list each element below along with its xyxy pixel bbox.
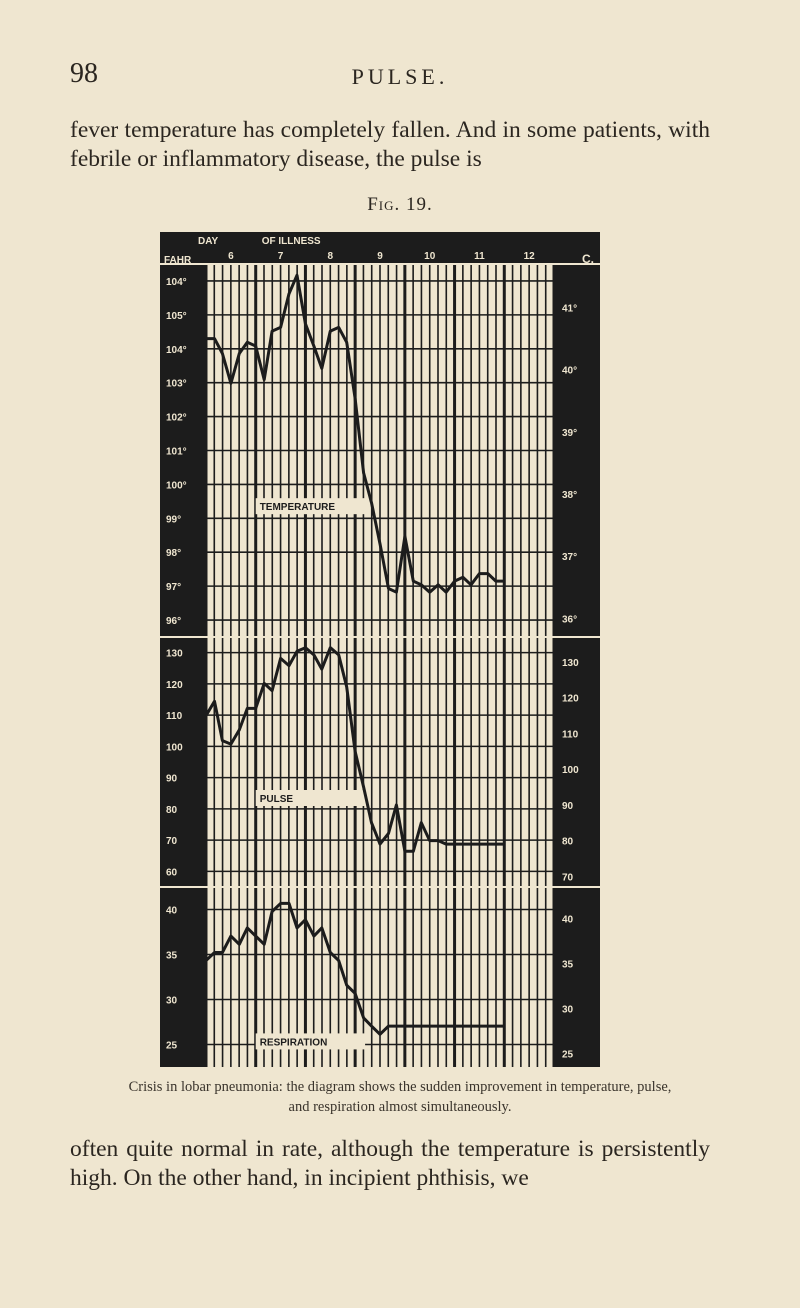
right-scale-label: 25 <box>562 1049 574 1061</box>
left-scale-label: 100 <box>166 742 183 754</box>
right-scale-label: 100 <box>562 765 579 777</box>
left-scale-label: 98° <box>166 548 182 560</box>
left-scale-label: 99° <box>166 514 182 526</box>
page-header <box>70 58 730 98</box>
right-scale-label: 37° <box>562 552 578 564</box>
figure-caption: Crisis in lobar pneumonia: the diagram shows the sudden improvement in temperature, pulse, and respiration almost simultaneously. <box>128 1079 672 1115</box>
left-scale-label: 103° <box>166 378 187 390</box>
day-label: 8 <box>327 251 334 262</box>
inline-label: TEMPERATURE <box>259 502 336 514</box>
left-scale-label: 35 <box>166 950 178 962</box>
left-scale-label: 25 <box>166 1040 178 1052</box>
right-scale-label: 41° <box>562 303 578 315</box>
right-scale-label: 39° <box>562 427 578 439</box>
figure-label: Fig. 19. <box>367 194 433 215</box>
left-scale-label: 130 <box>166 648 183 660</box>
left-scale-label: 70 <box>166 836 178 848</box>
left-scale-label: 105° <box>166 310 187 322</box>
right-scale-label: 35 <box>562 959 574 971</box>
left-scale-label: 100° <box>166 480 187 492</box>
left-scale-label: 96° <box>166 616 182 628</box>
day-label: 6 <box>228 251 234 262</box>
left-scale-label: 90 <box>166 773 178 785</box>
left-scale-label: 97° <box>166 582 182 594</box>
left-scale-title: FAHR <box>164 255 192 266</box>
right-scale-label: 120 <box>562 693 579 705</box>
header-illness: OF ILLNESS <box>261 236 321 247</box>
paragraph-2: often quite normal in rate, although the temperature is persistently high. On the other hand, in incipient phthisis, we <box>70 1136 710 1191</box>
day-label: 12 <box>523 251 535 262</box>
header-day: DAY <box>198 236 219 247</box>
left-scale-label: 60 <box>166 867 178 879</box>
right-scale-label: 130 <box>562 658 579 669</box>
left-scale-label: 101° <box>166 446 187 458</box>
inline-label: PULSE <box>259 794 294 805</box>
right-scale-title: C. <box>582 252 594 266</box>
day-label: 11 <box>474 251 485 262</box>
right-scale-label: 36° <box>562 614 578 626</box>
temperature-chart <box>160 232 600 1067</box>
day-label: 9 <box>377 251 383 262</box>
left-scale-label: 104° <box>166 344 187 356</box>
left-scale-label: 40 <box>166 905 178 917</box>
day-label: 10 <box>424 251 436 262</box>
left-scale-label: 102° <box>166 412 187 424</box>
right-scale-label: 110 <box>562 729 579 741</box>
right-scale-label: 40° <box>562 365 578 377</box>
right-scale-label: 38° <box>562 490 578 502</box>
chart-svg <box>160 232 600 1067</box>
page-number: 98 <box>70 58 98 89</box>
left-scale-label: 104° <box>166 276 187 288</box>
inline-label: RESPIRATION <box>259 1037 328 1049</box>
right-scale-label: 80 <box>562 836 574 848</box>
right-scale-label: 40 <box>562 914 574 926</box>
day-label: 7 <box>277 251 284 262</box>
left-scale-label: 110 <box>166 711 183 723</box>
paragraph-1: fever temperature has completely fallen. And in some patients, with febrile or inflammatory disease, the pulse is <box>70 117 710 172</box>
right-scale-label: 70 <box>562 872 574 884</box>
left-scale-label: 80 <box>166 804 178 816</box>
right-scale-label: 90 <box>562 800 574 812</box>
running-head: PULSE. <box>351 64 449 89</box>
left-scale-label: 120 <box>166 679 183 691</box>
left-scale-label: 30 <box>166 995 178 1007</box>
right-scale-label: 30 <box>562 1004 574 1016</box>
